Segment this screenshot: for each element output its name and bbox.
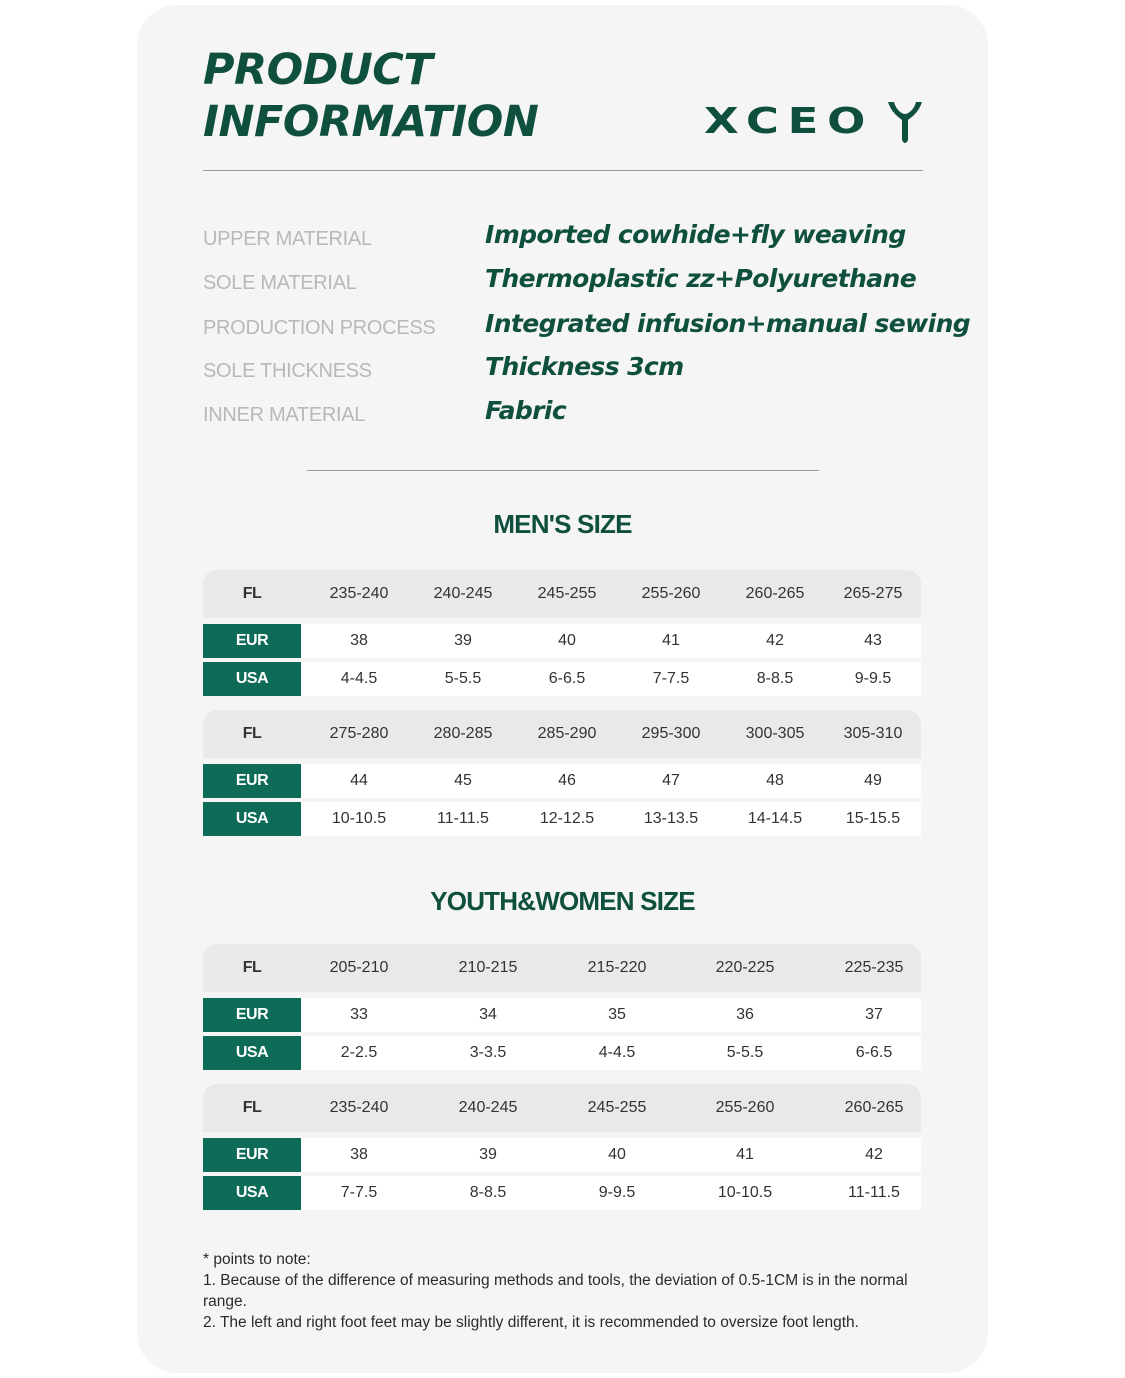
title-line-2: INFORMATION bbox=[203, 97, 539, 147]
note-2: 2. The left and right foot feet may be slightly different, it is recommended to oversize foot length. bbox=[203, 1314, 859, 1331]
fl-row-cell: 205-210 bbox=[329, 959, 389, 976]
header-divider bbox=[203, 170, 923, 171]
fl-row-cell: 240-245 bbox=[458, 1099, 518, 1116]
fl-row-cell: 265-275 bbox=[843, 585, 903, 602]
eur-row bbox=[203, 624, 921, 658]
fl-row-cell: 260-265 bbox=[844, 1099, 904, 1116]
eur-row-label: EUR bbox=[203, 764, 301, 798]
eur-row-cell: 36 bbox=[736, 1006, 754, 1023]
usa-row-cell: 7-7.5 bbox=[652, 670, 690, 687]
eur-row-label: EUR bbox=[203, 1138, 301, 1172]
eur-row bbox=[203, 764, 921, 798]
fl-row-cell: 280-285 bbox=[433, 725, 493, 742]
fl-row-cell: 225-235 bbox=[844, 959, 904, 976]
youth-women-size-title: YOUTH&WOMEN SIZE bbox=[430, 886, 695, 916]
notes bbox=[203, 1249, 923, 1333]
usa-row-cell: 8-8.5 bbox=[756, 670, 794, 687]
usa-row-cell: 7-7.5 bbox=[340, 1184, 378, 1201]
eur-row-cell: 48 bbox=[766, 772, 784, 789]
spec-value: Thermoplastic zz+Polyurethane bbox=[485, 264, 917, 293]
usa-row-cell: 15-15.5 bbox=[845, 810, 901, 827]
spec-label: SOLE MATERIAL bbox=[203, 272, 357, 294]
fl-row-label: FL bbox=[242, 1099, 262, 1116]
eur-row-label: EUR bbox=[203, 624, 301, 658]
eur-row-cell: 37 bbox=[865, 1006, 883, 1023]
eur-row-cell: 35 bbox=[608, 1006, 626, 1023]
usa-row bbox=[203, 802, 921, 836]
usa-row-cell: 10-10.5 bbox=[717, 1184, 773, 1201]
usa-row-cell: 5-5.5 bbox=[444, 670, 482, 687]
spec-label: INNER MATERIAL bbox=[203, 404, 366, 426]
eur-row-cell: 47 bbox=[662, 772, 680, 789]
fl-row-cell: 275-280 bbox=[329, 725, 389, 742]
spec-row bbox=[203, 352, 933, 392]
fl-row-cell: 235-240 bbox=[329, 585, 389, 602]
eur-row-cell: 40 bbox=[608, 1146, 626, 1163]
eur-row-cell: 46 bbox=[558, 772, 576, 789]
usa-row-cell: 8-8.5 bbox=[469, 1184, 507, 1201]
fl-row-cell: 255-260 bbox=[715, 1099, 775, 1116]
fl-row bbox=[203, 570, 921, 618]
fl-row-cell: 260-265 bbox=[745, 585, 805, 602]
usa-row-cell: 13-13.5 bbox=[643, 810, 699, 827]
usa-row-cell: 14-14.5 bbox=[747, 810, 803, 827]
usa-row-cell: 5-5.5 bbox=[726, 1044, 764, 1061]
usa-row-label: USA bbox=[203, 1176, 301, 1210]
usa-row-label: USA bbox=[203, 1036, 301, 1070]
usa-row-cell: 11-11.5 bbox=[437, 810, 489, 827]
eur-row-cell: 49 bbox=[864, 772, 882, 789]
usa-row-cell: 3-3.5 bbox=[469, 1044, 507, 1061]
eur-row-cell: 45 bbox=[454, 772, 472, 789]
notes-heading: * points to note: bbox=[203, 1251, 311, 1268]
spec-label: SOLE THICKNESS bbox=[203, 360, 372, 382]
golf-tee-logo-icon bbox=[886, 100, 924, 146]
fl-row-cell: 240-245 bbox=[433, 585, 493, 602]
eur-row-cell: 44 bbox=[350, 772, 368, 789]
usa-row-cell: 4-4.5 bbox=[340, 670, 378, 687]
fl-row-label: FL bbox=[242, 959, 262, 976]
fl-row bbox=[203, 710, 921, 758]
note-1: 1. Because of the difference of measuring methods and tools, the deviation of 0.5-1CM is in the normal range. bbox=[203, 1272, 908, 1310]
spec-row bbox=[203, 396, 933, 436]
eur-row-cell: 34 bbox=[479, 1006, 497, 1023]
spec-value: Thickness 3cm bbox=[485, 352, 684, 381]
spec-label: UPPER MATERIAL bbox=[203, 228, 372, 250]
eur-row-cell: 43 bbox=[864, 632, 882, 649]
usa-row-cell: 9-9.5 bbox=[598, 1184, 636, 1201]
eur-row-cell: 41 bbox=[736, 1146, 754, 1163]
eur-row-cell: 42 bbox=[766, 632, 784, 649]
eur-row-cell: 33 bbox=[350, 1006, 368, 1023]
size-table bbox=[203, 944, 921, 1070]
usa-row-cell: 9-9.5 bbox=[854, 670, 892, 687]
fl-row-cell: 245-255 bbox=[587, 1099, 647, 1116]
eur-row-cell: 38 bbox=[350, 632, 368, 649]
eur-row-label: EUR bbox=[203, 998, 301, 1032]
spec-row bbox=[203, 220, 933, 260]
eur-row-cell: 42 bbox=[865, 1146, 883, 1163]
usa-row-label: USA bbox=[203, 802, 301, 836]
usa-row-cell: 6-6.5 bbox=[855, 1044, 893, 1061]
title-line-1: PRODUCT bbox=[203, 45, 433, 95]
eur-row bbox=[203, 998, 921, 1032]
usa-row-cell: 4-4.5 bbox=[598, 1044, 636, 1061]
size-table bbox=[203, 1084, 921, 1210]
fl-row-cell: 305-310 bbox=[843, 725, 903, 742]
brand-logo-text: XCEO bbox=[704, 101, 875, 142]
spec-label: PRODUCTION PROCESS bbox=[203, 317, 436, 339]
size-table bbox=[203, 570, 921, 696]
usa-row-cell: 10-10.5 bbox=[331, 810, 387, 827]
fl-row bbox=[203, 944, 921, 992]
fl-row bbox=[203, 1084, 921, 1132]
eur-row-cell: 39 bbox=[454, 632, 472, 649]
fl-row-label: FL bbox=[242, 585, 262, 602]
usa-row bbox=[203, 662, 921, 696]
size-table bbox=[203, 710, 921, 836]
fl-row-label: FL bbox=[242, 725, 262, 742]
fl-row-cell: 255-260 bbox=[641, 585, 701, 602]
fl-row-cell: 215-220 bbox=[587, 959, 647, 976]
fl-row-cell: 295-300 bbox=[641, 725, 701, 742]
fl-row-cell: 235-240 bbox=[329, 1099, 389, 1116]
eur-row bbox=[203, 1138, 921, 1172]
spec-row bbox=[203, 264, 933, 304]
fl-row-cell: 300-305 bbox=[745, 725, 805, 742]
spec-value: Fabric bbox=[485, 396, 567, 425]
usa-row bbox=[203, 1176, 921, 1210]
eur-row-cell: 38 bbox=[350, 1146, 368, 1163]
section-divider bbox=[307, 470, 819, 471]
usa-row-cell: 12-12.5 bbox=[539, 810, 595, 827]
fl-row-cell: 245-255 bbox=[537, 585, 597, 602]
usa-row-cell: 6-6.5 bbox=[548, 670, 586, 687]
spec-value: Integrated infusion+manual sewing bbox=[485, 309, 971, 338]
fl-row-cell: 210-215 bbox=[458, 959, 518, 976]
usa-row-label: USA bbox=[203, 662, 301, 696]
eur-row-cell: 41 bbox=[662, 632, 680, 649]
usa-row-cell: 11-11.5 bbox=[848, 1184, 900, 1201]
usa-row-cell: 2-2.5 bbox=[340, 1044, 378, 1061]
eur-row-cell: 39 bbox=[479, 1146, 497, 1163]
usa-row bbox=[203, 1036, 921, 1070]
spec-row bbox=[203, 309, 971, 349]
spec-value: Imported cowhide+fly weaving bbox=[485, 220, 906, 249]
fl-row-cell: 220-225 bbox=[715, 959, 775, 976]
eur-row-cell: 40 bbox=[558, 632, 576, 649]
mens-size-title: MEN'S SIZE bbox=[493, 509, 632, 539]
fl-row-cell: 285-290 bbox=[537, 725, 597, 742]
page-title bbox=[203, 44, 538, 148]
